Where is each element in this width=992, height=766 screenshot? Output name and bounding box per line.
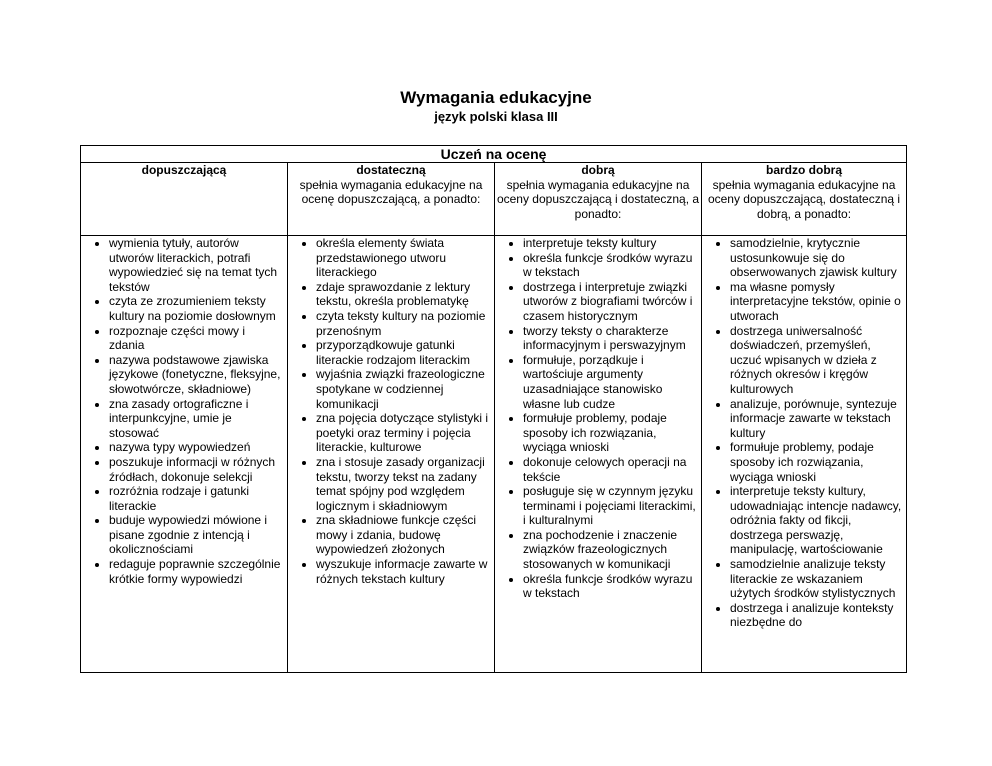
requirements-cell-dopuszczajaca: [81, 236, 288, 673]
grade-header-dostateczna: [288, 163, 495, 236]
grade-name: dobrą: [581, 163, 615, 177]
table-header: Uczeń na ocenę: [81, 146, 907, 163]
document-subtitle: język polski klasa III: [434, 109, 558, 124]
requirement-item: • samodzielnie, krytycznie ustosunkowuje się do obserwowanych zjawisk kultury: [730, 236, 902, 280]
requirement-item: • dostrzega i analizuje konteksty niezbędne do: [730, 601, 902, 630]
requirement-item: • zdaje sprawozdanie z lektury tekstu, określa problematykę: [316, 280, 490, 309]
requirement-item: • formułuje problemy, podaje sposoby ich rozwiązania, wyciąga wnioski: [730, 440, 902, 484]
requirement-item: • ma własne pomysły interpretacyjne tekstów, opinie o utworach: [730, 280, 902, 324]
requirement-item: • określa elementy świata przedstawionego utworu literackiego: [316, 236, 490, 280]
requirement-item: • nazywa podstawowe zjawiska językowe (fonetyczne, fleksyjne, słowotwórcze, składniowe): [109, 353, 283, 397]
requirements-cell-dostateczna: [288, 236, 495, 673]
grade-name: dopuszczającą: [141, 163, 227, 177]
grade-description: spełnia wymagania edukacyjne na oceny dopuszczającą i dostateczną, a ponadto:: [496, 177, 700, 221]
requirement-item: • rozróżnia rodzaje i gatunki literackie: [109, 484, 283, 513]
grade-description: spełnia wymagania edukacyjne na ocenę dopuszczającą, a ponadto:: [299, 177, 483, 207]
requirements-cell-dobra: [495, 236, 702, 673]
requirement-item: • formułuje problemy, podaje sposoby ich rozwiązania, wyciąga wnioski: [523, 411, 697, 455]
requirement-item: • dostrzega uniwersalność doświadczeń, przemyśleń, uczuć wpisanych w dzieła z różnych okresów i kręgów kulturowych: [730, 324, 902, 397]
grade-header-dobra: [495, 163, 702, 236]
requirements-list: [702, 236, 906, 630]
requirements-table: [80, 145, 907, 673]
requirement-item: • interpretuje teksty kultury, udowadniając intencje nadawcy, odróżnia fakty od fikcji, dostrzega perswazję, manipulację, wartościowanie: [730, 484, 902, 557]
requirement-item: • nazywa typy wypowiedzeń: [109, 440, 283, 455]
requirement-item: • czyta teksty kultury na poziomie przenośnym: [316, 309, 490, 338]
requirements-list: [288, 236, 494, 586]
requirement-item: • interpretuje teksty kultury: [523, 236, 697, 251]
requirement-item: • zna pojęcia dotyczące stylistyki i poetyki oraz terminy i pojęcia literackie, kulturowe: [316, 411, 490, 455]
requirement-item: • samodzielnie analizuje teksty literackie ze wskazaniem użytych środków stylistycznych: [730, 557, 902, 601]
requirements-list: [81, 236, 287, 586]
requirement-item: • wyszukuje informacje zawarte w różnych tekstach kultury: [316, 557, 490, 586]
requirement-item: • czyta ze zrozumieniem teksty kultury na poziomie dosłownym: [109, 294, 283, 323]
grade-name: dostateczną: [356, 163, 426, 177]
requirement-item: • określa funkcje środków wyrazu w tekstach: [523, 251, 697, 280]
requirement-item: • przyporządkowuje gatunki literackie rodzajom literackim: [316, 338, 490, 367]
grade-header-dopuszczajaca: [81, 163, 288, 236]
requirement-item: • redaguje poprawnie szczególnie krótkie formy wypowiedzi: [109, 557, 283, 586]
requirement-item: • formułuje, porządkuje i wartościuje argumenty uzasadniające stanowisko własne lub cudze: [523, 353, 697, 411]
requirement-item: • zna pochodzenie i znaczenie związków frazeologicznych stosowanych w komunikacji: [523, 528, 697, 572]
requirement-item: • wyjaśnia związki frazeologiczne spotykane w codziennej komunikacji: [316, 367, 490, 411]
requirement-item: • buduje wypowiedzi mówione i pisane zgodnie z intencją i okolicznościami: [109, 513, 283, 557]
requirement-item: • dostrzega i interpretuje związki utworów z biografiami twórców i czasem historycznym: [523, 280, 697, 324]
requirement-item: • rozpoznaje części mowy i zdania: [109, 324, 283, 353]
requirement-item: • określa funkcje środków wyrazu w tekstach: [523, 572, 697, 601]
requirement-item: • zna zasady ortograficzne i interpunkcyjne, umie je stosować: [109, 397, 283, 441]
requirement-item: • analizuje, porównuje, syntezuje informacje zawarte w tekstach kultury: [730, 397, 902, 441]
requirement-item: • poszukuje informacji w różnych źródłach, dokonuje selekcji: [109, 455, 283, 484]
requirement-item: • dokonuje celowych operacji na tekście: [523, 455, 697, 484]
grade-description: spełnia wymagania edukacyjne na oceny dopuszczającą, dostateczną i dobrą, a ponadto:: [707, 177, 901, 221]
document-title: Wymagania edukacyjne: [400, 88, 592, 107]
requirement-item: • zna składniowe funkcje części mowy i zdania, budowę wypowiedzeń złożonych: [316, 513, 490, 557]
grade-name: bardzo dobrą: [766, 163, 843, 177]
grade-header-bardzo-dobra: [702, 163, 907, 236]
requirement-item: • wymienia tytuły, autorów utworów literackich, potrafi wypowiedzieć się na temat tych tekstów: [109, 236, 283, 294]
requirements-list: [495, 236, 701, 601]
requirement-item: • zna i stosuje zasady organizacji tekstu, tworzy tekst na zadany temat spójny pod względem logicznym i składniowym: [316, 455, 490, 513]
requirement-item: • tworzy teksty o charakterze informacyjnym i perswazyjnym: [523, 324, 697, 353]
requirement-item: • posługuje się w czynnym języku terminami i pojęciami literackimi, i kulturalnymi: [523, 484, 697, 528]
requirements-cell-bardzo-dobra: [702, 236, 907, 673]
